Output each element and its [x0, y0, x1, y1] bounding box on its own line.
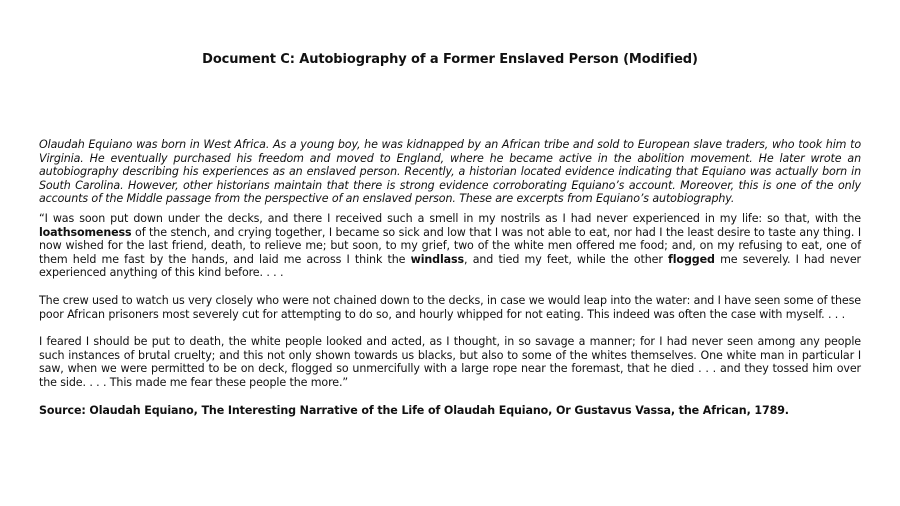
excerpt-text: of the stench, and crying together, I became so sick and low that I was not able to eat, nor had I the least desire to taste any thing. I now wished for the last friend, death, to relieve me; but soon, to my grief, two of the white men offered me food; and, on my refusing to eat, one of them held me fast by the hands, and laid me across I think the: [39, 225, 861, 266]
excerpt-paragraph-1: [39, 212, 861, 280]
excerpt-paragraph-3: I feared I should be put to death, the white people looked and acted, as I thought, in so savage a manner; for I had never seen among any people such instances of brutal cruelty; and this not only shown towards us blacks, but also to some of the whites themselves. One white man in particular I saw, when we were permitted to be on deck, flogged so unmercifully with a large rope near the foremast, that he died . . . and they tossed him over the side. . . . This made me fear these people the more.”: [39, 335, 861, 389]
excerpt-text: “I was soon put down under the decks, and there I received such a smell in my nostrils as I had never experienced in my life: so that, with the: [39, 211, 861, 225]
vocab-term-windlass: windlass: [410, 252, 465, 266]
vocab-term-loathsomeness: loathsomeness: [39, 225, 132, 239]
vocab-term-flogged: flogged: [668, 252, 715, 266]
document-title: Document C: Autobiography of a Former Enslaved Person (Modified): [202, 52, 698, 67]
intro-paragraph: Olaudah Equiano was born in West Africa. As a young boy, he was kidnapped by an African tribe and sold to European slave traders, who took him to Virginia. He eventually purchased his freedom and moved to England, where he became active in the abolition movement. He later wrote an autobiography describing his experiences as an enslaved person. Recently, a historian located evidence indicating that Equiano was actually born in South Carolina. However, other historians maintain that there is strong evidence corroborating Equiano’s account. Moreover, this is one of the only accounts of the Middle passage from the perspective of an enslaved person. These are excerpts from Equiano’s autobiography.: [39, 138, 861, 206]
excerpt-text: , and tied my feet, while the other: [464, 252, 669, 266]
source-citation: Source: Olaudah Equiano, The Interesting Narrative of the Life of Olaudah Equiano, Or Gustavus Vassa, the African, 1789.: [39, 403, 789, 417]
excerpt-text: me severely. I had never experienced anything of this kind before. . . .: [39, 252, 861, 280]
excerpt-paragraph-2: The crew used to watch us very closely who were not chained down to the decks, in case we would leap into the water: and I have seen some of these poor African prisoners most severely cut for attempting to do so, and hourly whipped for not eating. This indeed was often the case with myself. . . .: [39, 293, 861, 321]
document-content: [39, 138, 861, 417]
